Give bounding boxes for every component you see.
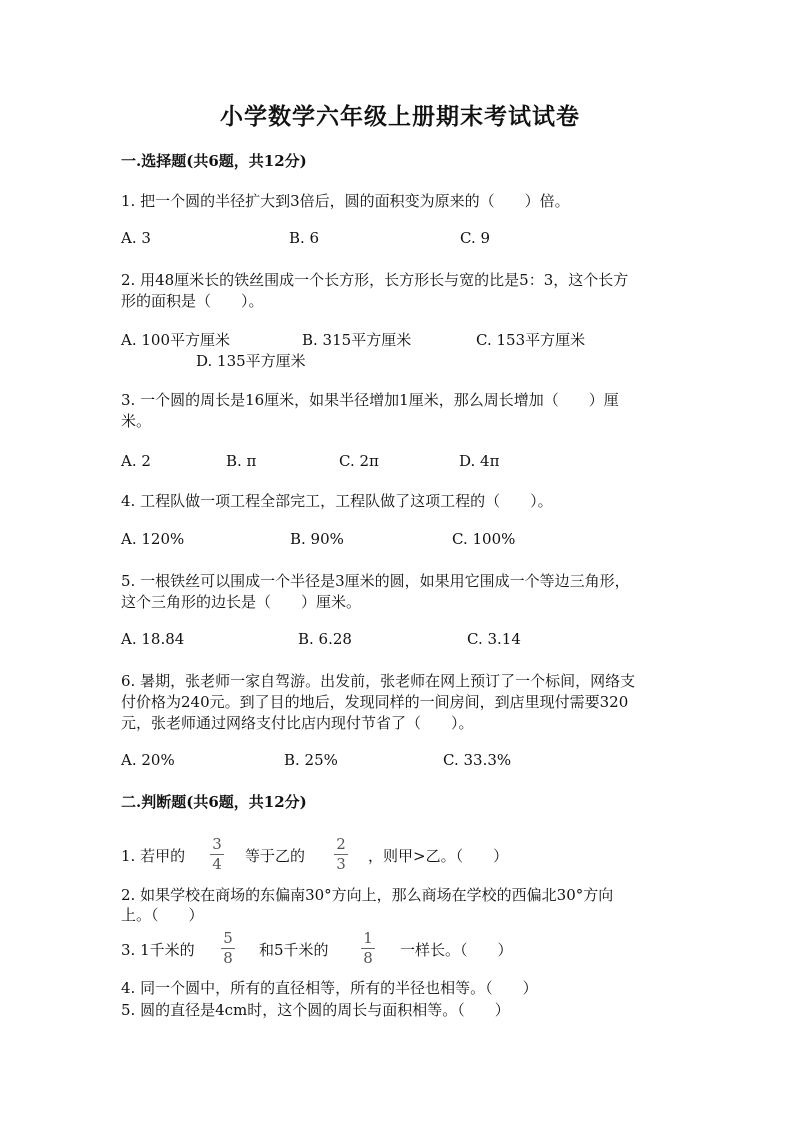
question-text: 这个三角形的边长是（ ）厘米。 [121,593,362,611]
option-a: A. 3 [121,229,151,247]
judgement-text-part: 等于乙的 [245,847,306,865]
option-b: B. 25% [284,751,338,769]
fraction-numerator: 3 [212,835,222,853]
judgement-text-part: 一样长。（ ） [400,941,513,959]
option-d: D. 4π [459,452,500,470]
fraction-denominator: 8 [363,949,373,967]
question-text: 付价格为240元。到了目的地后，发现同样的一间房间，到店里现付需要320 [121,693,629,711]
judgement-text-part: ，则甲>乙。（ ） [368,847,509,865]
question-text: 3. 一个圆的周长是16厘米，如果半径增加1厘米，那么周长增加（ ）厘 [121,391,619,409]
fraction-denominator: 4 [212,855,222,873]
option-a: A. 2 [121,452,151,470]
option-c: C. 153平方厘米 [476,331,586,349]
option-b: B. 6.28 [298,630,352,648]
fraction [331,836,351,873]
fraction-numerator: 2 [336,835,346,853]
option-b: B. 315平方厘米 [302,331,412,349]
question-text: 形的面积是（ ）。 [121,292,264,310]
option-c: C. 3.14 [467,630,521,648]
option-b: B. 6 [289,229,320,247]
section-heading-judgement: 二.判断题(共6题，共12分) [121,793,307,811]
page-title: 小学数学六年级上册期末考试试卷 [220,103,580,130]
option-a: A. 20% [121,751,175,769]
fraction-denominator: 3 [336,855,346,873]
fraction-numerator: 5 [223,929,233,947]
option-a: A. 120% [121,530,185,548]
fraction-denominator: 8 [223,949,233,967]
fraction [218,930,238,967]
option-d: D. 135平方厘米 [196,352,306,370]
option-c: C. 9 [460,229,491,247]
question-text: 1. 把一个圆的半径扩大到3倍后，圆的面积变为原来的（ ）倍。 [121,192,570,210]
fraction-numerator: 1 [363,929,373,947]
question-text: 6. 暑期，张老师一家自驾游。出发前，张老师在网上预订了一个标间，网络支 [121,672,636,690]
option-c: C. 2π [339,452,379,470]
question-text: 5. 一根铁丝可以围成一个半径是3厘米的圆，如果用它围成一个等边三角形， [121,572,630,590]
question-text: 4. 工程队做一项工程全部完工，工程队做了这项工程的（ ）。 [121,492,553,510]
option-c: C. 33.3% [443,751,512,769]
option-c: C. 100% [452,530,516,548]
fraction [207,836,227,873]
judgement-text-part: 和5千米的 [259,941,329,959]
fraction [358,930,378,967]
question-text: 元，张老师通过网络支付比店内现付节省了（ ）。 [121,714,474,732]
judgement-text: 4. 同一个圆中，所有的直径相等，所有的半径也相等。（ ） [121,979,538,997]
option-a: A. 100平方厘米 [121,331,230,349]
judgement-text: 上。（ ） [121,906,204,924]
judgement-text: 2. 如果学校在商场的东偏南30°方向上，那么商场在学校的西偏北30°方向 [121,886,614,904]
option-b: B. π [226,452,257,470]
question-text: 米。 [121,412,152,430]
section-heading-choice: 一.选择题(共6题，共12分) [121,152,307,170]
question-text: 2. 用48厘米长的铁丝围成一个长方形，长方形长与宽的比是5：3，这个长方 [121,271,629,289]
judgement-text-part: 1. 若甲的 [121,847,186,865]
option-a: A. 18.84 [121,630,185,648]
judgement-text-part: 3. 1千米的 [121,941,195,959]
option-b: B. 90% [290,530,344,548]
judgement-text: 5. 圆的直径是4cm时，这个圆的周长与面积相等。（ ） [121,1001,510,1019]
